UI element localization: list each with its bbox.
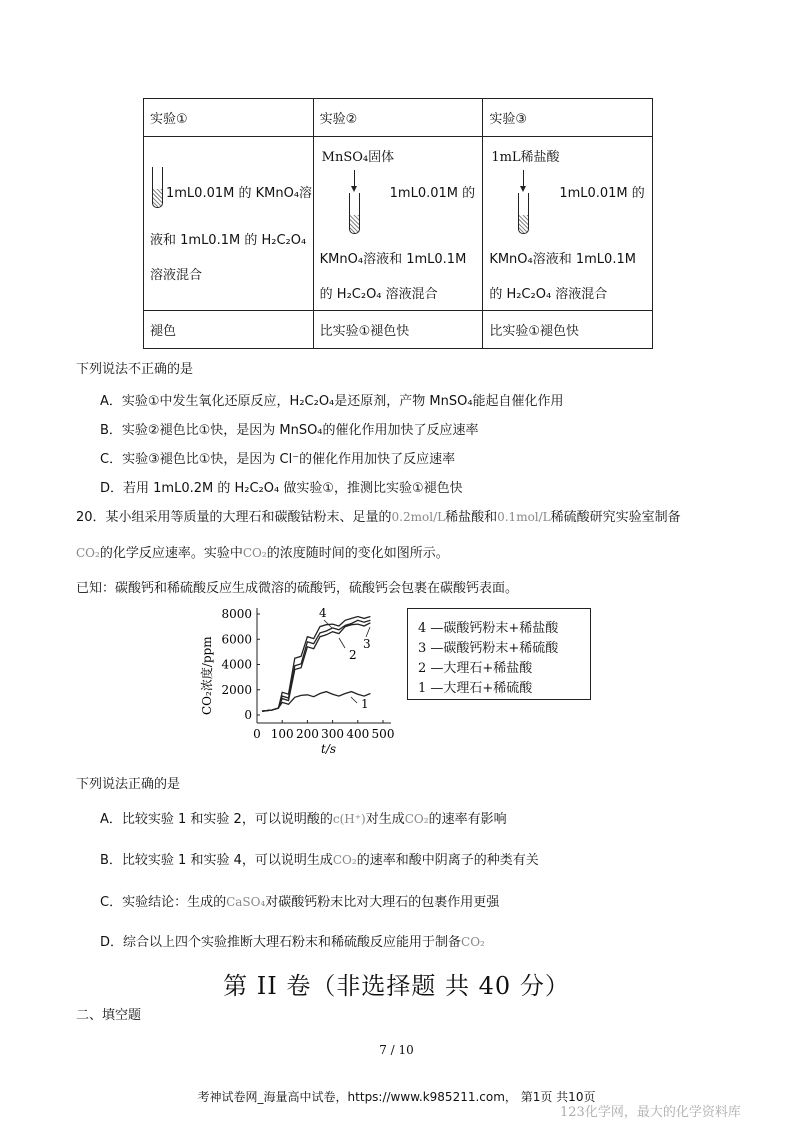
header-exp1: 实验① <box>144 99 314 137</box>
co2-concentration-chart <box>195 600 405 755</box>
result-exp1: 褪色 <box>144 311 314 349</box>
curve-label-2: 2 <box>349 648 357 662</box>
arrow-down-icon <box>354 170 355 188</box>
curve-label-3: 3 <box>363 637 371 651</box>
q20-line1-text-b: 稀盐酸和 <box>445 510 498 525</box>
q20-co2-b: CO₂ <box>242 546 267 560</box>
q20-option-c <box>100 891 499 910</box>
watermark: 123化学网，最大的化学资料库 <box>560 1105 741 1120</box>
q19-option-d: D．若用 1mL0.2M 的 H₂C₂O₄ 做实验①，推测比实验①褪色快 <box>100 481 463 496</box>
chart-legend <box>407 608 591 700</box>
q20-option-a-text-c: 对生成 <box>365 812 405 827</box>
cell-exp1 <box>144 137 314 311</box>
q20-option-d-co2: CO₂ <box>461 935 485 949</box>
arrow-down-icon <box>523 170 524 188</box>
q20-known: 已知：碳酸钙和稀硫酸反应生成微溶的硫酸钙，硫酸钙会包裹在碳酸钙表面。 <box>76 581 519 596</box>
chart-ylabel: CO₂浓度/ppm <box>200 636 214 715</box>
cell-exp3 <box>483 137 653 311</box>
exp2-desc-line1: 1mL0.01M 的 <box>389 186 476 201</box>
test-tube-icon <box>349 193 360 234</box>
x-tick-label: 500 <box>371 727 395 741</box>
x-tick-label: 200 <box>295 727 319 741</box>
q20-option-b-text-c: 的速率和酸中阴离子的种类有关 <box>356 853 539 868</box>
test-tube-icon <box>152 167 163 208</box>
exp2-desc-line3: 的 H₂C₂O₄ 溶液混合 <box>319 287 438 302</box>
exp3-reagent: 1mL稀盐酸 <box>491 150 560 165</box>
series-line-1 <box>262 692 370 712</box>
curve-label-leader <box>351 697 357 703</box>
curve-label-leader <box>366 627 370 637</box>
series-line-4 <box>262 617 370 712</box>
cell-exp2 <box>313 137 483 311</box>
y-tick-label: 4000 <box>221 657 252 672</box>
exp3-desc-line2: KMnO₄溶液和 1mL0.1M <box>489 252 636 267</box>
q19-option-b: B．实验②褪色比①快，是因为 MnSO₄的催化作用加快了反应速率 <box>100 423 479 438</box>
q20-option-c-text-a: C．实验结论：生成的 <box>100 895 227 910</box>
y-tick-label: 6000 <box>221 632 252 647</box>
page-number: 7 / 10 <box>379 1043 414 1057</box>
section-heading: 二、填空题 <box>76 1008 142 1023</box>
q20-line2-text-d: 的浓度随时间的变化如图所示。 <box>266 546 449 561</box>
x-tick-label: 400 <box>346 727 370 741</box>
q19-option-a: A．实验①中发生氧化还原反应，H₂C₂O₄是还原剂，产物 MnSO₄能起自催化作用 <box>100 394 564 409</box>
chart-xlabel: t/s <box>321 742 337 755</box>
x-tick-label: 300 <box>321 727 345 741</box>
y-tick-label: 2000 <box>221 682 252 697</box>
x-tick-label: 0 <box>253 727 261 741</box>
q20-option-c-text-c: 对碳酸钙粉末比对大理石的包裹作用更强 <box>265 895 500 910</box>
legend-item-2: 2 —大理石+稀盐酸 <box>418 661 533 676</box>
exp2-desc-line2: KMnO₄溶液和 1mL0.1M <box>319 252 467 267</box>
footer-note: 考神试卷网_海量高中试卷，https://www.k985211.com， 第1页 共10页 <box>197 1090 596 1104</box>
q20-line2-text-b: 的化学反应速率。实验中 <box>99 546 243 561</box>
q20-conc1: 0.2mol/L <box>391 510 446 524</box>
q20-option-a <box>100 808 507 827</box>
exp3-desc-line3: 的 H₂C₂O₄ 溶液混合 <box>489 287 608 302</box>
q20-option-c-formula: CaSO₄ <box>226 895 266 909</box>
exp1-desc-line3: 溶液混合 <box>150 268 203 283</box>
curve-label-leader <box>339 638 345 648</box>
q20-option-b-co2: CO₂ <box>332 853 357 867</box>
y-tick-label: 0 <box>244 708 252 722</box>
q20-option-b-text-a: B．比较实验 1 和实验 4，可以说明生成 <box>100 853 333 868</box>
legend-item-1: 1 —大理石+稀硫酸 <box>418 681 533 696</box>
q20-option-b <box>100 849 539 868</box>
q20-line1-text-a: 20．某小组采用等质量的大理石和碳酸钴粉末、足量的 <box>76 510 392 525</box>
exp1-desc-line1: 1mL0.01M 的 KMnO₄溶 <box>166 186 313 201</box>
legend-item-3: 3 —碳酸钙粉末+稀硫酸 <box>418 641 559 656</box>
y-tick-label: 8000 <box>221 607 252 621</box>
q20-line2 <box>76 542 449 561</box>
q20-option-d-text-a: D．综合以上四个实验推断大理石粉末和稀硫酸反应能用于制备 <box>100 935 462 950</box>
exp1-desc-line2: 液和 1mL0.1M 的 H₂C₂O₄ <box>150 233 307 248</box>
result-exp2: 比实验①褪色快 <box>313 311 483 349</box>
q20-conc2: 0.1mol/L <box>497 510 551 524</box>
result-exp3: 比实验①褪色快 <box>483 311 653 349</box>
experiment-table <box>143 98 653 349</box>
q20-line1-text-c: 稀硫酸研究实验室制备 <box>550 510 681 525</box>
exp2-reagent: MnSO₄固体 <box>321 150 395 165</box>
header-exp3: 实验③ <box>483 99 653 137</box>
section-title: 第 II 卷（非选择题 共 40 分） <box>223 972 570 1000</box>
header-exp2: 实验② <box>313 99 483 137</box>
q20-option-a-formula: c(H⁺) <box>332 812 366 826</box>
q20-option-a-text-e: 的速率有影响 <box>428 812 507 827</box>
q20-option-a-co2: CO₂ <box>404 812 429 826</box>
exp3-desc-line1: 1mL0.01M 的 <box>559 186 645 201</box>
q19-stem: 下列说法不正确的是 <box>76 362 194 377</box>
q19-option-c: C．实验③褪色比①快，是因为 Cl⁻的催化作用加快了反应速率 <box>100 452 456 467</box>
x-tick-label: 100 <box>270 727 294 741</box>
chart-axes <box>221 607 394 741</box>
q20-option-d <box>100 931 485 950</box>
q20-stem: 下列说法正确的是 <box>76 777 181 792</box>
curve-label-1: 1 <box>361 697 369 711</box>
test-tube-icon <box>518 193 529 234</box>
series-line-2 <box>262 623 370 711</box>
q20-option-a-text-a: A．比较实验 1 和实验 2，可以说明酸的 <box>100 812 333 827</box>
q20-co2-a: CO₂ <box>76 546 100 560</box>
curve-label-4: 4 <box>319 606 327 620</box>
q20-line1 <box>76 506 681 525</box>
legend-item-4: 4 —碳酸钙粉末+稀盐酸 <box>418 621 559 636</box>
